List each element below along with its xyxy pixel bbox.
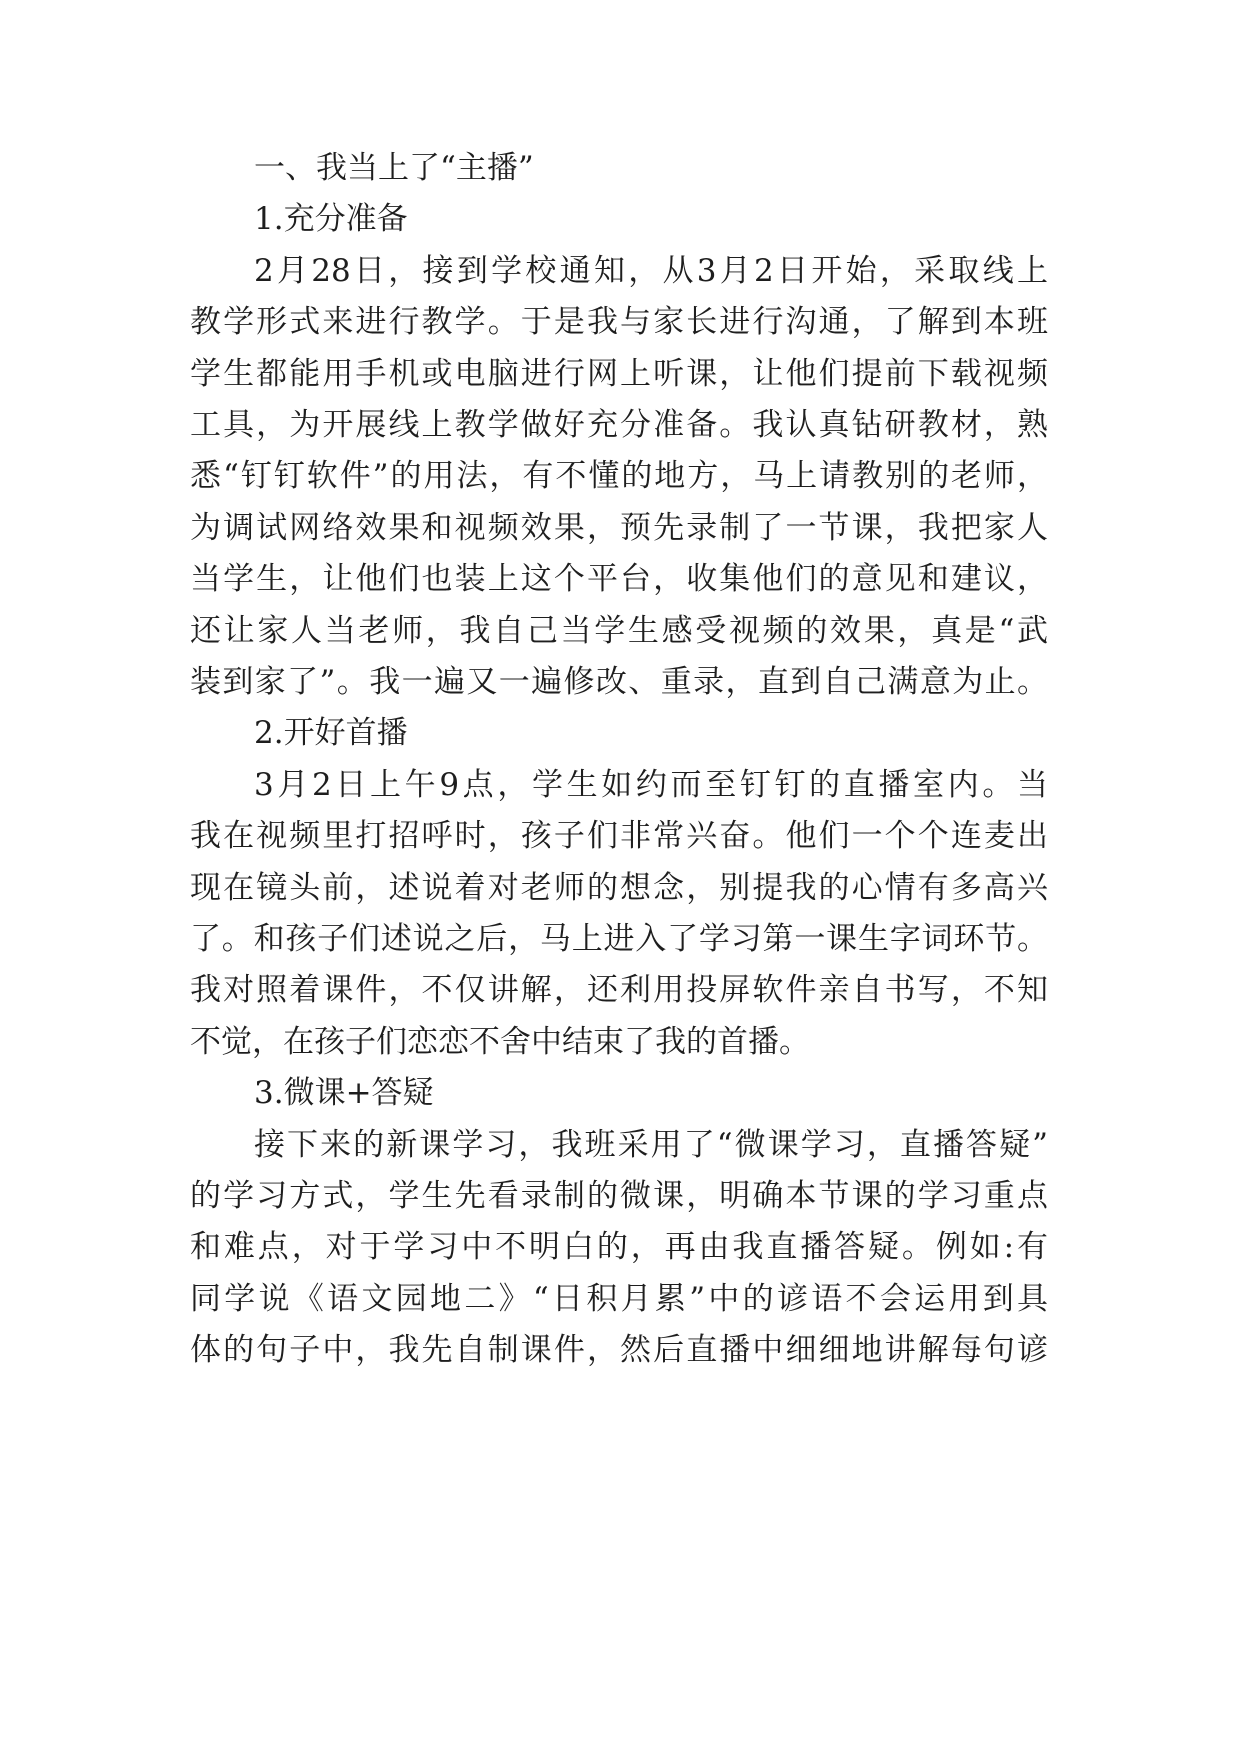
- paragraph-line: 接下来的新课学习，我班采用了“微课学习，直播答疑”: [254, 1126, 1048, 1163]
- paragraph-line: 和难点，对于学习中不明白的，再由我直播答疑。例如:有: [190, 1229, 1048, 1266]
- paragraph-line: 学生都能用手机或电脑进行网上听课，让他们提前下载视频: [190, 355, 1048, 392]
- paragraph-line: 装到家了”。我一遍又一遍修改、重录，直到自己满意为止。: [190, 664, 1048, 700]
- paragraph-line: 教学形式来进行教学。于是我与家长进行沟通，了解到本班: [190, 304, 1048, 341]
- paragraph-line: 我对照着课件，不仅讲解，还利用投屏软件亲自书写，不知: [190, 972, 1048, 1009]
- paragraph-line: 现在镜头前，述说着对老师的想念，别提我的心情有多高兴: [190, 869, 1048, 906]
- section-heading: 2.开好首播: [254, 715, 408, 752]
- paragraph-line: 悉“钉钉软件”的用法，有不懂的地方，马上请教别的老师，: [190, 458, 1048, 495]
- section-heading: 1.充分准备: [254, 201, 408, 238]
- paragraph-line: 工具，为开展线上教学做好充分准备。我认真钻研教材，熟: [190, 407, 1048, 443]
- paragraph-line: 同学说《语文园地二》“日积月累”中的谚语不会运用到具: [190, 1280, 1048, 1317]
- paragraph-line: 2月28日，接到学校通知，从3月2日开始，采取线上: [254, 252, 1048, 289]
- paragraph-line: 不觉，在孩子们恋恋不舍中结束了我的首播。: [190, 1023, 810, 1060]
- paragraph-line: 当学生，让他们也装上这个平台，收集他们的意见和建议，: [190, 561, 1048, 598]
- paragraph-line: 了。和孩子们述说之后，马上进入了学习第一课生字词环节。: [190, 921, 1048, 957]
- paragraph-line: 还让家人当老师，我自己当学生感受视频的效果，真是“武: [190, 612, 1048, 649]
- paragraph-line: 体的句子中，我先自制课件，然后直播中细细地讲解每句谚: [190, 1332, 1048, 1369]
- paragraph-line: 的学习方式，学生先看录制的微课，明确本节课的学习重点: [190, 1178, 1048, 1214]
- section-heading: 一、我当上了“主播”: [254, 150, 534, 186]
- paragraph-line: 我在视频里打招呼时，孩子们非常兴奋。他们一个个连麦出: [190, 818, 1048, 855]
- paragraph-line: 3月2日上午9点，学生如约而至钉钉的直播室内。当: [254, 766, 1048, 803]
- section-heading: 3.微课+答疑: [254, 1075, 434, 1112]
- paragraph-line: 为调试网络效果和视频效果，预先录制了一节课，我把家人: [190, 509, 1048, 546]
